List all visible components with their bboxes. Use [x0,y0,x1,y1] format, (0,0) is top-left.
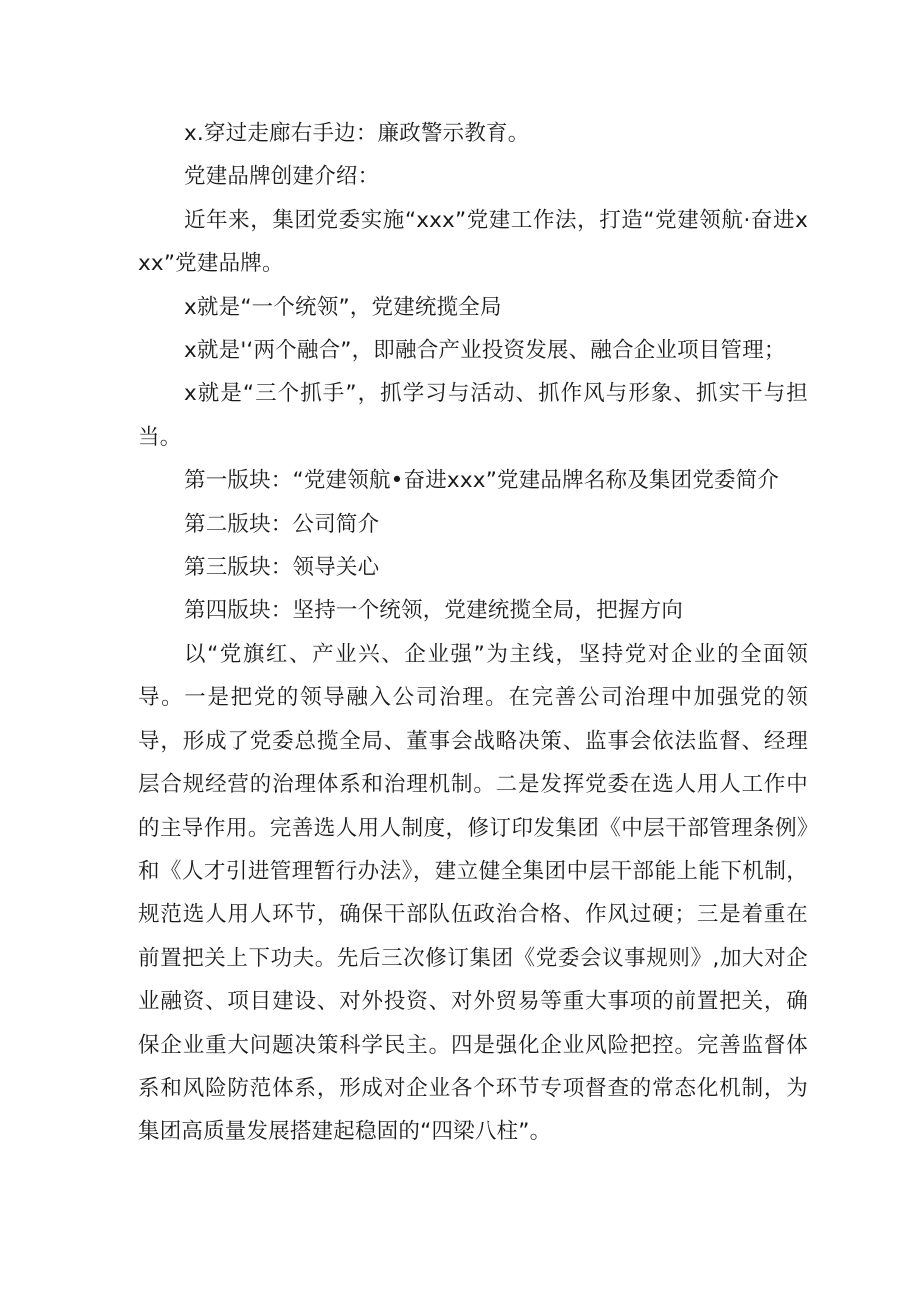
paragraph-section-four: 第四版块：坚持一个统领，党建统揽全局，把握方向 [184,598,684,624]
paragraph-section-two: 第二版块：公司简介 [184,511,380,537]
document-body [138,112,808,1154]
paragraph-brand-overview: 近年来，集团党委实施“xxx”党建工作法，打造“党建领航·奋进xxx”党建品牌。 [138,207,808,277]
paragraph-corridor: x.穿过走廊右手边：廉政警示教育。 [184,121,530,146]
paragraph-brand-intro-heading: 党建品牌创建介绍： [184,164,380,190]
paragraph-one-leadership: x就是“一个统领”，党建统揽全局 [184,294,502,320]
paragraph-section-three: 第三版块：领导关心 [184,555,380,581]
paragraph-three-levers: x就是“三个抓手”，抓学习与活动、抓作风与形象、抓实干与担当。 [138,381,808,450]
paragraph-main-body: 以“党旗红、产业兴、企业强”为主线，坚持党对企业的全面领导。一是把党的领导融入公司治理。在完善公司治理中加强党的领导，形成了党委总揽全局、董事会战略决策、监事会依法监督、经理层合规经营的治理体系和治理机制。二是发挥党委在选人用人工作中的主导作用。完善选人用人制度，修订印发集团《中层干部管理条例》和《人才引进管理暂行办法》，建立健全集团中层干部能上能下机制，规范选人用人环节，确保干部队伍政治合格、作风过硬；三是着重在前置把关上下功夫。先后三次修订集团《党委会议事规则》,加大对企业融资、项目建设、对外投资、对外贸易等重大事项的前置把关，确保企业重大问题决策科学民主。四是强化企业风险把控。完善监督体系和风险防范体系，形成对企业各个环节专项督查的常态化机制，为集团高质量发展搭建起稳固的“四梁八柱”。 [138,641,808,1145]
paragraph-two-integrations: x就是'‘两个融合”，即融合产业投资发展、融合企业项目管理； [184,338,786,364]
paragraph-section-one: 第一版块：“党建领航•奋进xxx”党建品牌名称及集团党委简介 [184,468,780,494]
